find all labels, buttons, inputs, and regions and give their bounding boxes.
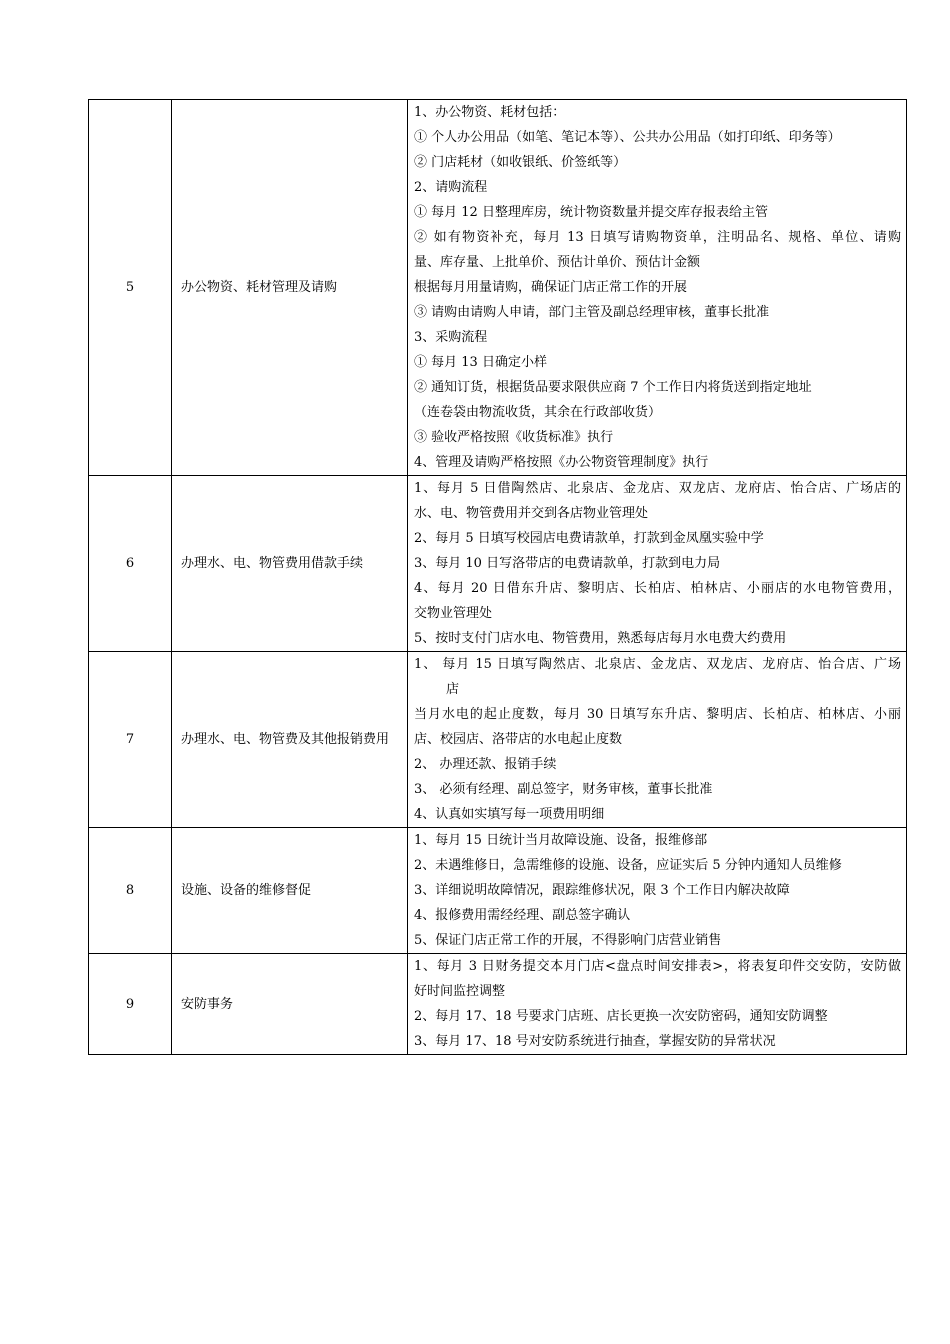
description-line: 3、每月 10 日写洛带店的电费请款单，打款到电力局	[414, 556, 721, 571]
task-description	[408, 100, 907, 476]
table-row	[89, 954, 907, 1055]
description-line: 2、请购流程	[414, 180, 488, 195]
task-description	[408, 652, 907, 828]
row-number: 7	[89, 652, 172, 828]
description-line: 3、每月 17、18 号对安防系统进行抽查，掌握安防的异常状况	[414, 1034, 776, 1049]
description-line: 1、每月 15 日统计当月故障设施、设备，报维修部	[414, 833, 708, 848]
description-line: ③ 验收严格按照《收货标准》执行	[414, 430, 614, 445]
row-number: 9	[89, 954, 172, 1055]
task-name: 办理水、电、物管费及其他报销费用	[172, 652, 408, 828]
description-line: 2、每月 5 日填写校园店电费请款单，打款到金凤凰实验中学	[414, 531, 764, 546]
description-line: 水、电、物管费用并交到各店物业管理处	[414, 506, 649, 521]
description-line: ③ 请购由请购人申请，部门主管及副总经理审核，董事长批准	[414, 305, 770, 320]
task-name: 安防事务	[172, 954, 408, 1055]
description-line: ② 门店耗材（如收银纸、价签纸等）	[414, 155, 627, 170]
description-line: 店、校园店、洛带店的水电起止度数	[414, 732, 623, 747]
row-number: 8	[89, 828, 172, 954]
description-line: 1、办公物资、耗材包括：	[414, 105, 566, 120]
description-line: ① 每月 13 日确定小样	[414, 355, 547, 370]
description-line: 2、每月 17、18 号要求门店班、店长更换一次安防密码，通知安防调整	[414, 1009, 828, 1024]
description-line: 5、按时支付门店水电、物管费用，熟悉每店每月水电费大约费用	[414, 631, 787, 646]
description-line: 当月水电的起止度数，每月 30 日填写东升店、黎明店、长柏店、柏林店、小丽	[414, 707, 901, 722]
description-line: 交物业管理处	[414, 606, 493, 621]
description-line: 1、每月 5 日借陶然店、北泉店、金龙店、双龙店、龙府店、怡合店、广场店的	[414, 481, 901, 496]
description-line: （连卷袋由物流收货，其余在行政部收货）	[414, 405, 662, 420]
task-description	[408, 828, 907, 954]
description-line: 根据每月用量请购，确保证门店正常工作的开展	[414, 280, 688, 295]
description-line: 4、每月 20 日借东升店、黎明店、长柏店、柏林店、小丽店的水电物管费用，	[414, 581, 901, 596]
description-line: ① 个人办公用品（如笔、笔记本等）、公共办公用品（如打印纸、印务等）	[414, 130, 841, 145]
description-line: ② 通知订货，根据货品要求限供应商 7 个工作日内将货送到指定地址	[414, 380, 812, 395]
table-row	[89, 476, 907, 652]
task-description	[408, 476, 907, 652]
description-line: 3、详细说明故障情况，跟踪维修状况，限 3 个工作日内解决故障	[414, 883, 790, 898]
description-line: 2、 办理还款、报销手续	[414, 757, 557, 772]
description-line: 4、报修费用需经经理、副总签字确认	[414, 908, 631, 923]
description-line: 3、 必须有经理、副总签字，财务审核，董事长批准	[414, 782, 713, 797]
task-description	[408, 954, 907, 1055]
task-name: 办理水、电、物管费用借款手续	[172, 476, 408, 652]
description-line: 1、每月 3 日财务提交本月门店<盘点时间安排表>，将表复印件交安防，安防做	[414, 959, 901, 974]
row-number: 6	[89, 476, 172, 652]
description-line: 5、保证门店正常工作的开展，不得影响门店营业销售	[414, 933, 722, 948]
description-line: 4、认真如实填写每一项费用明细	[414, 807, 605, 822]
description-line: 好时间监控调整	[414, 984, 506, 999]
task-name: 设施、设备的维修督促	[172, 828, 408, 954]
table-row	[89, 652, 907, 828]
table-row	[89, 828, 907, 954]
description-line: 2、未遇维修日，急需维修的设施、设备，应证实后 5 分钟内通知人员维修	[414, 858, 842, 873]
task-name: 办公物资、耗材管理及请购	[172, 100, 408, 476]
description-line: 店	[446, 682, 460, 697]
row-number: 5	[89, 100, 172, 476]
description-line: 量、库存量、上批单价、预估计单价、预估计金额	[414, 255, 701, 270]
table-row	[89, 100, 907, 476]
description-line: 3、采购流程	[414, 330, 488, 345]
description-line: 4、管理及请购严格按照《办公物资管理制度》执行	[414, 455, 709, 470]
description-line: 1、 每月 15 日填写陶然店、北泉店、金龙店、双龙店、龙府店、怡合店、广场	[414, 657, 901, 672]
duty-table	[88, 99, 907, 1055]
description-line: ② 如有物资补充，每月 13 日填写请购物资单，注明品名、规格、单位、请购	[414, 230, 901, 245]
description-line: ① 每月 12 日整理库房，统计物资数量并提交库存报表给主管	[414, 205, 768, 220]
